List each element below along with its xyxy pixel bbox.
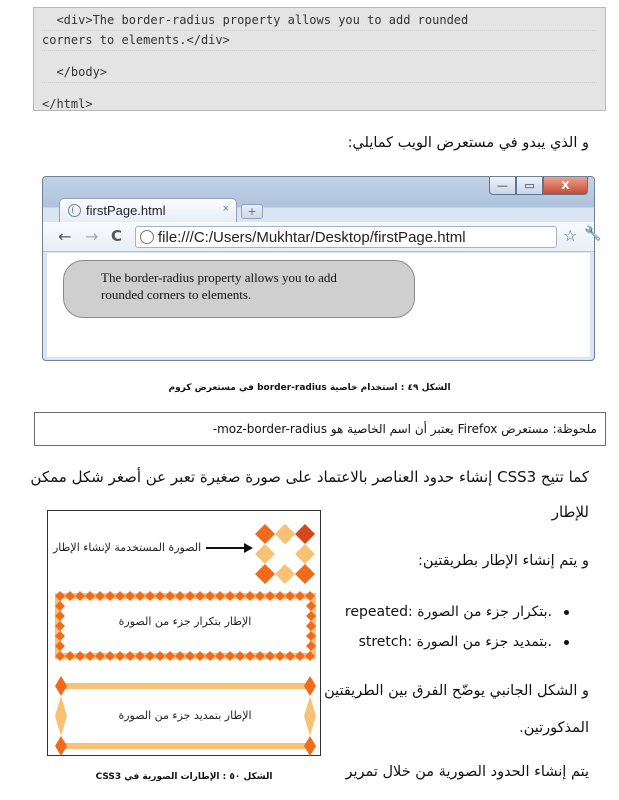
border-diamond: [145, 591, 155, 601]
border-diamond: [275, 591, 285, 601]
border-diamond: [195, 651, 205, 661]
bottom-text-line: يتم إنشاء الحدود الصورية من خلال تمرير: [345, 764, 589, 780]
bullet-dot: [564, 610, 569, 615]
border-diamond: [145, 651, 155, 661]
maximize-button[interactable]: ▭: [516, 177, 543, 195]
border-diamond: [265, 591, 275, 601]
border-diamond: [225, 651, 235, 661]
border-diamond: [85, 651, 95, 661]
intro-browser-text: و الذي يبدو في مستعرض الويب كمايلي:: [347, 135, 589, 151]
border-diamond: [95, 591, 105, 601]
border-diamond: [185, 651, 195, 661]
list-item: [345, 627, 589, 657]
browser-viewport: [47, 253, 590, 357]
border-diamond: [185, 591, 195, 601]
address-bar[interactable]: [135, 226, 557, 248]
css3-paragraph-line2: للإطار: [551, 503, 589, 521]
code-listing: [33, 7, 606, 111]
border-diamond: [235, 651, 245, 661]
border-diamond: [215, 651, 225, 661]
side-text-line1: و الشكل الجانبي يوضّح الفرق بين الطريقتين: [324, 683, 589, 699]
border-diamond: [245, 591, 255, 601]
source-tile-image: [255, 524, 315, 584]
border-diamond: [205, 591, 215, 601]
border-diamond: [105, 651, 115, 661]
border-diamond: [175, 591, 185, 601]
rounded-div-line: The border-radius property allows you to add: [101, 270, 337, 285]
code-line: </html>: [42, 97, 93, 111]
page-globe-icon: [68, 204, 81, 217]
code-line: <div>The border-radius property allows you to add rounded: [42, 11, 597, 31]
border-diamond: [125, 591, 135, 601]
note-text: ملحوظة: مستعرض Firefox يعتبر أن اسم الخاصية هو moz-border-radius-: [212, 422, 597, 436]
border-diamond: [225, 591, 235, 601]
bookmark-star-icon[interactable]: ☆: [563, 226, 578, 245]
label-source-image: الصورة المستخدمة لإنشاء الإطار: [53, 541, 202, 554]
close-window-button[interactable]: X: [543, 177, 588, 195]
border-diamond: [135, 591, 145, 601]
border-diamond: [285, 591, 295, 601]
border-diamond: [85, 591, 95, 601]
wrench-menu-icon[interactable]: 🔧: [584, 226, 602, 242]
bullet-dot: [564, 640, 569, 645]
browser-tab[interactable]: [59, 198, 237, 222]
border-diamond: [105, 591, 115, 601]
browser-toolbar: [43, 222, 602, 252]
figure-49-caption: الشكل ٤٩ : استخدام خاصية border-radius في مستعرض كروم: [168, 383, 451, 393]
back-arrow-icon[interactable]: ←: [58, 227, 72, 246]
border-diamond: [75, 591, 85, 601]
border-diamond: [65, 651, 75, 661]
border-diamond: [275, 651, 285, 661]
figure-50-caption: الشكل ٥٠ : الإطارات الصورية في CSS3: [95, 772, 273, 782]
figure-50: [47, 510, 321, 756]
border-diamond: [75, 651, 85, 661]
browser-window: [42, 176, 602, 361]
border-diamond: [255, 651, 265, 661]
css3-paragraph-line1: كما تتيح CSS3 إنشاء حدود العناصر بالاعتماد على صورة صغيرة تعبر عن أصغر شكل ممكن: [30, 468, 589, 486]
rounded-div-line: rounded corners to elements.: [101, 287, 252, 302]
border-diamond: [125, 651, 135, 661]
label-repeat-border: الإطار بتكرار جزء من الصورة: [118, 615, 252, 628]
side-text-line2: المذكورتين.: [519, 720, 589, 736]
border-diamond: [165, 591, 175, 601]
reload-icon[interactable]: C: [111, 227, 123, 245]
border-diamond: [195, 591, 205, 601]
border-diamond: [175, 651, 185, 661]
label-stretch-border: الإطار بتمديد جزء من الصورة: [118, 709, 252, 722]
border-diamond: [295, 651, 305, 661]
forward-arrow-icon[interactable]: →: [85, 227, 99, 246]
border-diamond: [115, 591, 125, 601]
tab-close-icon[interactable]: ×: [222, 203, 229, 215]
border-diamond: [245, 651, 255, 661]
minimize-button[interactable]: —: [489, 177, 516, 195]
code-line: </body>: [42, 63, 597, 83]
page-icon: [140, 230, 154, 244]
border-diamond: [205, 651, 215, 661]
code-line: corners to elements.</div>: [42, 31, 597, 51]
new-tab-button[interactable]: +: [241, 204, 263, 219]
border-diamond: [215, 591, 225, 601]
border-diamond: [165, 651, 175, 661]
bullet-text: stretch: بتمديد جزء من الصورة.: [358, 634, 552, 650]
border-diamond: [255, 591, 265, 601]
border-diamond: [155, 591, 165, 601]
address-text: file:///C:/Users/Mukhtar/Desktop/firstPage.html: [158, 228, 466, 246]
methods-list: [345, 597, 589, 657]
rounded-div-sample: [63, 260, 415, 318]
border-diamond: [285, 651, 295, 661]
border-diamond: [295, 591, 305, 601]
arrow-head-icon: [244, 543, 253, 553]
border-diamond: [155, 651, 165, 661]
border-diamond: [135, 651, 145, 661]
note-box: [34, 412, 606, 446]
border-diamond: [115, 651, 125, 661]
tab-title: firstPage.html: [86, 203, 166, 218]
border-diamond: [65, 591, 75, 601]
border-diamond: [95, 651, 105, 661]
methods-intro: و يتم إنشاء الإطار بطريقتين:: [418, 553, 589, 569]
bullet-text: repeated: بتكرار جزء من الصورة.: [344, 604, 552, 620]
border-diamond: [265, 651, 275, 661]
window-controls: [489, 177, 588, 195]
list-item: [345, 597, 589, 627]
border-diamond: [235, 591, 245, 601]
